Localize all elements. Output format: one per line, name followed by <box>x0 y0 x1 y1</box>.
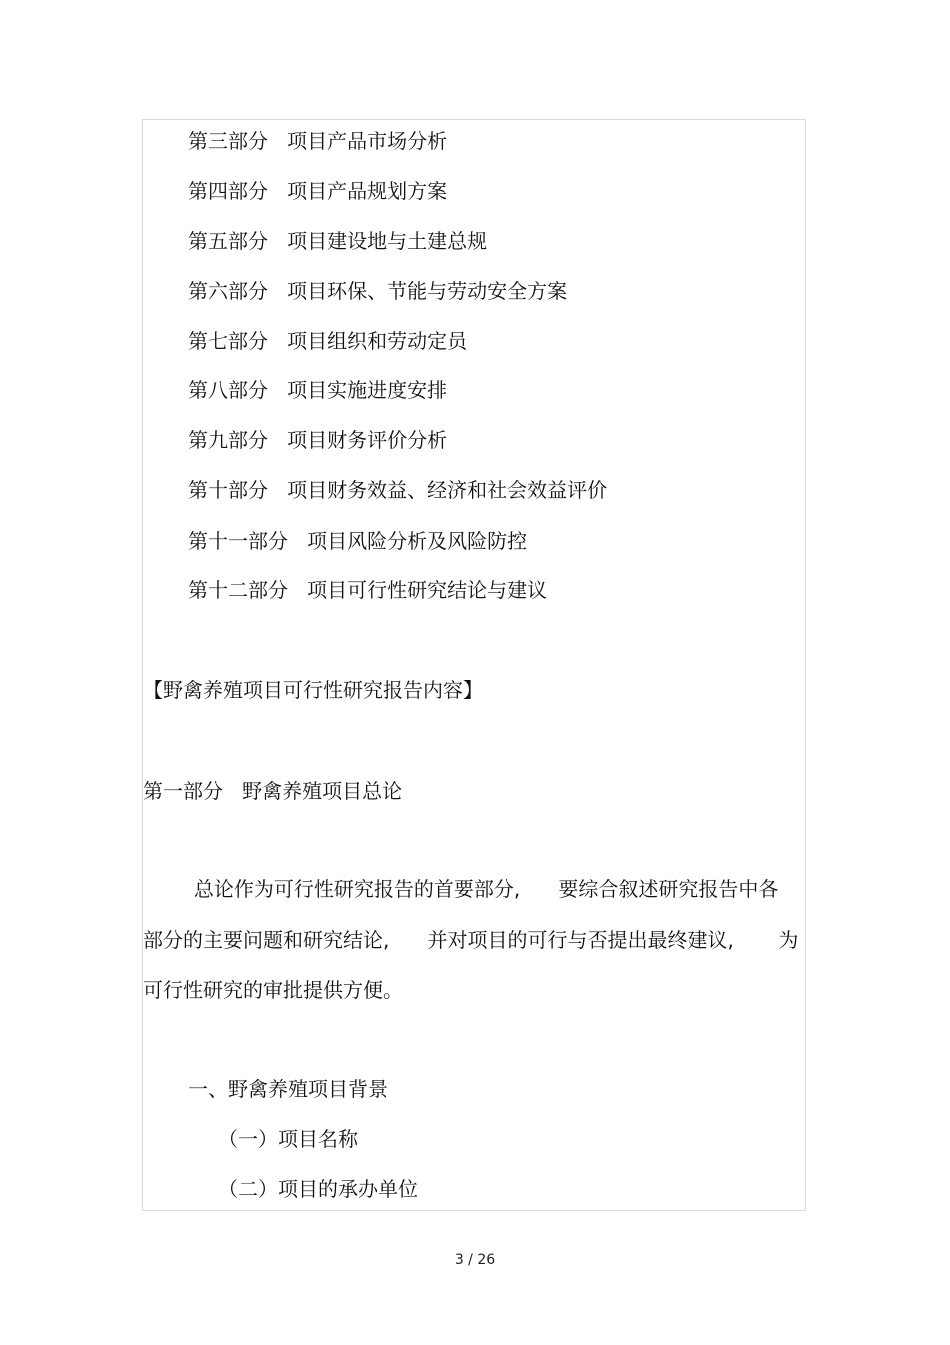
toc-item: 第四部分 项目产品规划方案 <box>188 179 448 203</box>
toc-item: 第十部分 项目财务效益、经济和社会效益评价 <box>188 478 608 502</box>
sub-item: （一）项目名称 <box>218 1127 358 1151</box>
paragraph-line: 总论作为可行性研究报告的首要部分, 要综合叙述研究报告中各 <box>143 877 779 901</box>
toc-item: 第十二部分 项目可行性研究结论与建议 <box>188 578 548 602</box>
paragraph-line: 部分的主要问题和研究结论, 并对项目的可行与否提出最终建议, 为 <box>143 928 799 952</box>
sub-item: （二）项目的承办单位 <box>218 1177 418 1201</box>
paragraph-line: 可行性研究的审批提供方便。 <box>143 978 403 1002</box>
toc-item: 第十一部分 项目风险分析及风险防控 <box>188 529 528 553</box>
toc-item: 第六部分 项目环保、节能与劳动安全方案 <box>188 279 568 303</box>
toc-item: 第九部分 项目财务评价分析 <box>188 428 448 452</box>
toc-item: 第七部分 项目组织和劳动定员 <box>188 329 468 353</box>
toc-item: 第八部分 项目实施进度安排 <box>188 378 448 402</box>
content-heading: 【野禽养殖项目可行性研究报告内容】 <box>143 678 483 702</box>
section-heading: 一、野禽养殖项目背景 <box>188 1077 388 1101</box>
toc-item: 第三部分 项目产品市场分析 <box>188 129 448 153</box>
page-number: 3 / 26 <box>454 1252 496 1268</box>
toc-item: 第五部分 项目建设地与土建总规 <box>188 229 488 253</box>
part-title: 第一部分 野禽养殖项目总论 <box>143 779 403 803</box>
